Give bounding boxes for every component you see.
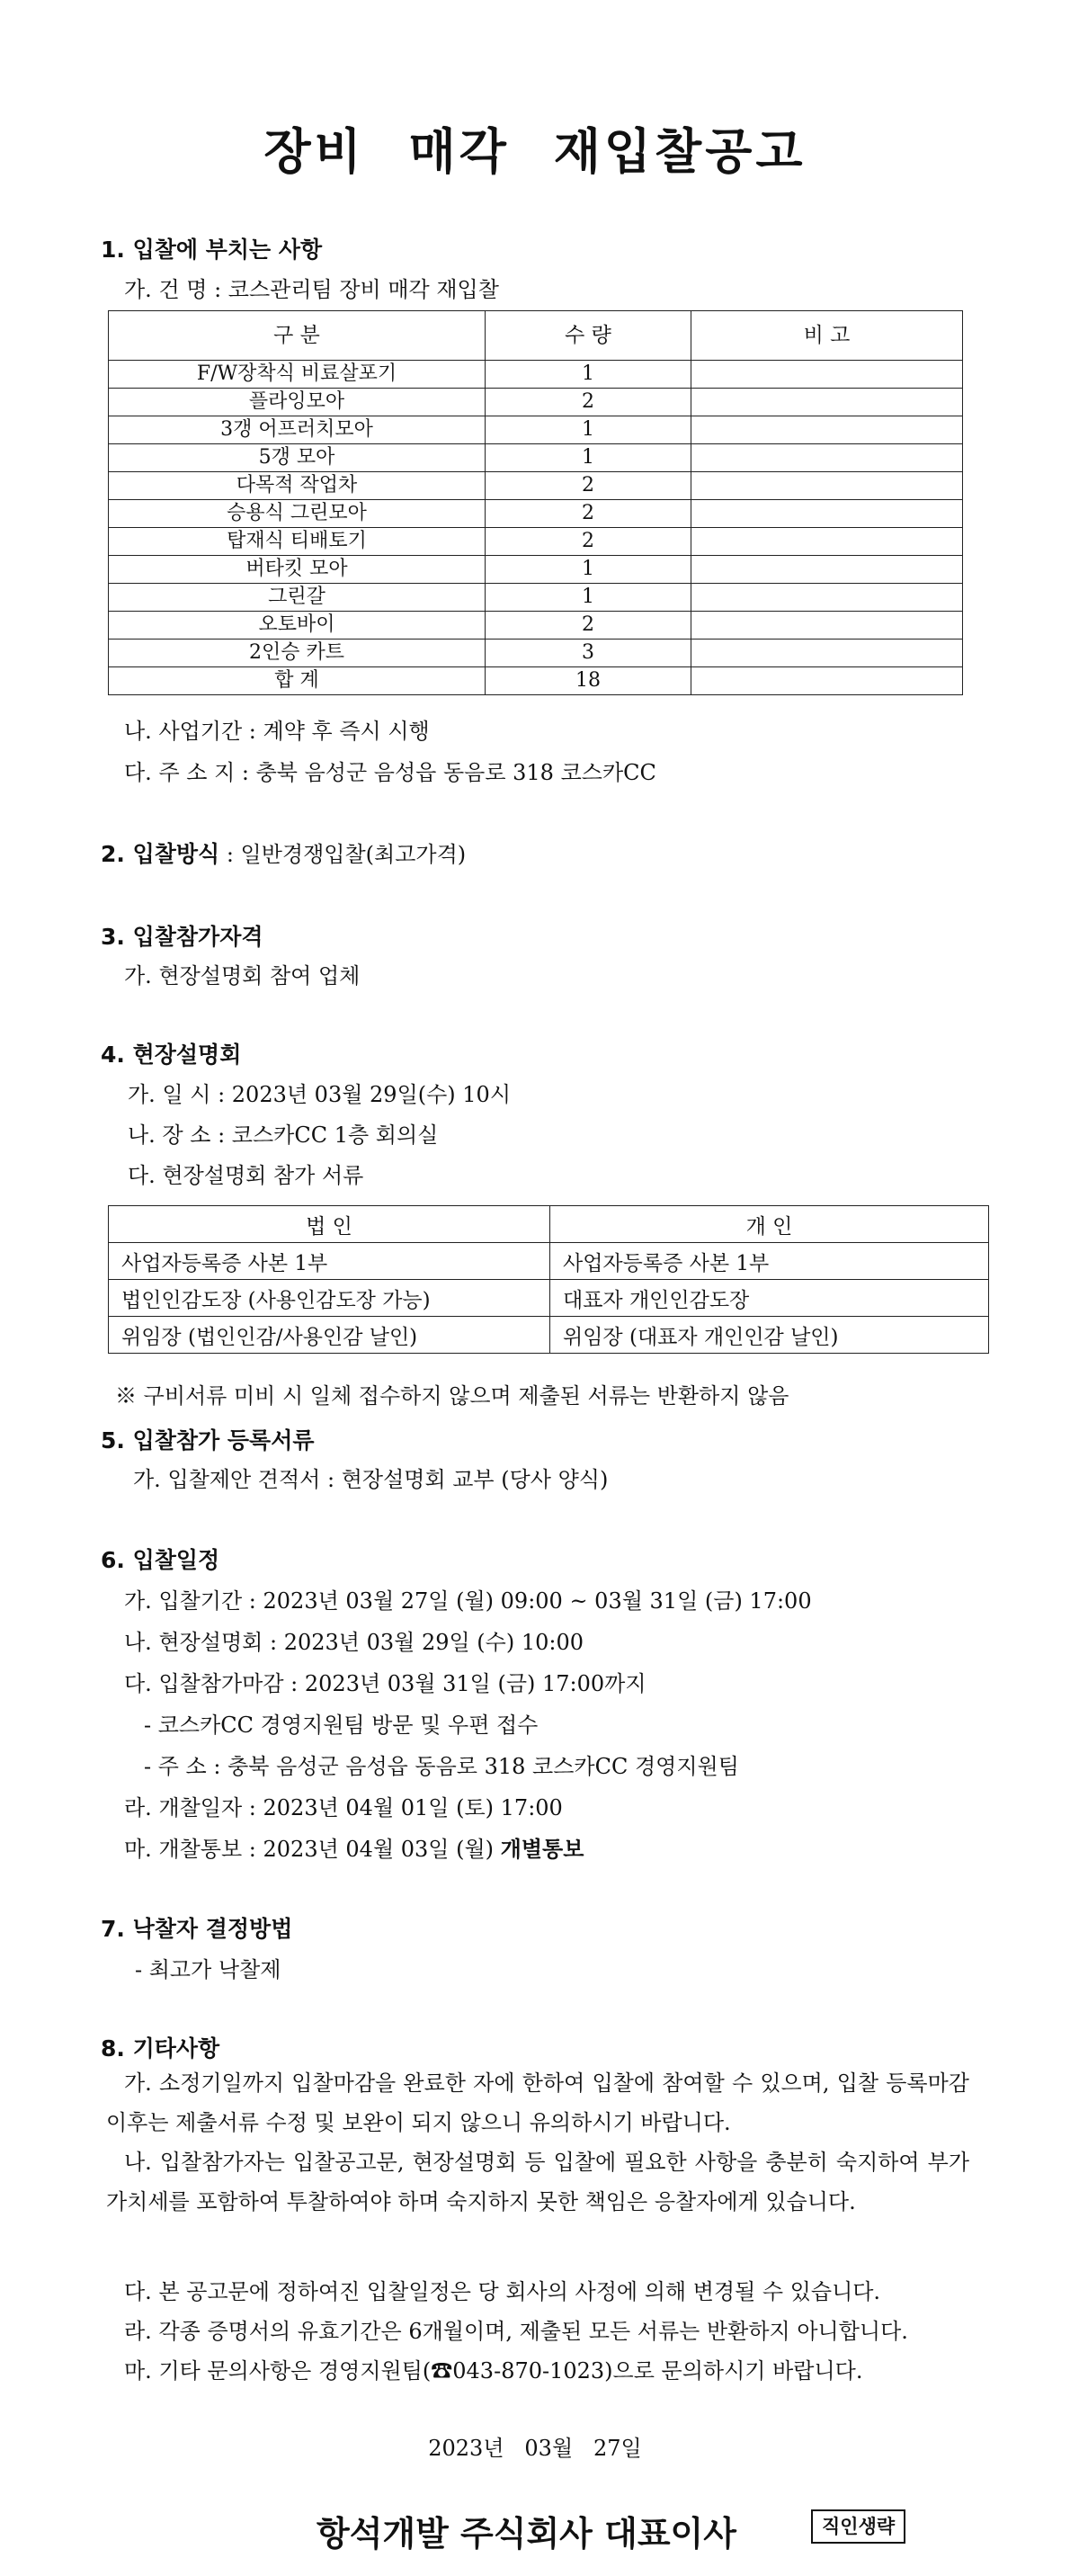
cell-item: F/W장착식 비료살포기 bbox=[109, 361, 486, 389]
table-row bbox=[109, 612, 963, 640]
s6-item-c2: - 주 소 : 충북 음성군 음성읍 동음로 318 코스카CC 경영지원팀 bbox=[144, 1754, 739, 1779]
section-1-heading: 1. 입찰에 부치는 사항 bbox=[101, 237, 323, 263]
s6-item-c: 다. 입찰참가마감 : 2023년 03월 31일 (금) 17:00까지 bbox=[124, 1671, 646, 1696]
cell-item: 플라잉모아 bbox=[109, 389, 486, 416]
cell-qty: 1 bbox=[486, 444, 691, 472]
cell-qty: 2 bbox=[486, 612, 691, 640]
section-7-heading: 7. 낙찰자 결정방법 bbox=[101, 1916, 293, 1942]
table-row bbox=[109, 640, 963, 667]
documents-table bbox=[108, 1205, 989, 1354]
cell-remark bbox=[691, 584, 963, 612]
cell-remark bbox=[691, 667, 963, 695]
cell-remark bbox=[691, 361, 963, 389]
cell-corporation: 사업자등록증 사본 1부 bbox=[109, 1243, 550, 1280]
cell-item: 2인승 카트 bbox=[109, 640, 486, 667]
cell-item: 5갱 모아 bbox=[109, 444, 486, 472]
cell-individual: 위임장 (대표자 개인인감 날인) bbox=[550, 1317, 989, 1354]
table-row bbox=[109, 472, 963, 500]
s1-item-b: 나. 사업기간 : 계약 후 즉시 시행 bbox=[124, 719, 430, 744]
cell-remark bbox=[691, 389, 963, 416]
cell-individual: 대표자 개인인감도장 bbox=[550, 1280, 989, 1317]
s4-item-c: 다. 현장설명회 참가 서류 bbox=[128, 1163, 364, 1188]
s7-item-a: - 최고가 낙찰제 bbox=[135, 1957, 281, 1982]
s6-item-d: 라. 개찰일자 : 2023년 04월 01일 (토) 17:00 bbox=[124, 1795, 563, 1820]
table-row bbox=[109, 1243, 989, 1280]
table-row bbox=[109, 528, 963, 556]
s4-note: ※ 구비서류 미비 시 일체 접수하지 않으며 제출된 서류는 반환하지 않음 bbox=[115, 1383, 789, 1409]
s4-item-a: 가. 일 시 : 2023년 03월 29일(수) 10시 bbox=[128, 1082, 512, 1107]
cell-remark bbox=[691, 472, 963, 500]
s6-item-b: 나. 현장설명회 : 2023년 03월 29일 (수) 10:00 bbox=[124, 1630, 584, 1655]
section-6-heading: 6. 입찰일정 bbox=[101, 1547, 220, 1573]
table-row bbox=[109, 1317, 989, 1354]
s8-para-3: 다. 본 공고문에 정하여진 입찰일정은 당 회사의 사정에 의해 변경될 수 있습니다. bbox=[124, 2279, 881, 2304]
equipment-table bbox=[108, 310, 963, 695]
table-row bbox=[109, 1280, 989, 1317]
table-row bbox=[109, 389, 963, 416]
section-8-heading: 8. 기타사항 bbox=[101, 2035, 220, 2062]
s1-item-c: 다. 주 소 지 : 충북 음성군 음성읍 동음로 318 코스카CC bbox=[124, 760, 656, 785]
s8-para-2: 나. 입찰참가자는 입찰공고문, 현장설명회 등 입찰에 필요한 사항을 충분히 숙지하여 부가가치세를 포함하여 투찰하여야 하며 숙지하지 못한 책임은 응찰자에게 있습니다. bbox=[106, 2150, 969, 2214]
cell-remark bbox=[691, 500, 963, 528]
s6-item-e-text: 마. 개찰통보 : 2023년 04월 03일 (월) bbox=[124, 1837, 501, 1862]
section-5-heading: 5. 입찰참가 등록서류 bbox=[101, 1427, 315, 1453]
cell-remark bbox=[691, 444, 963, 472]
cell-remark bbox=[691, 416, 963, 444]
s3-item-a: 가. 현장설명회 참여 업체 bbox=[124, 963, 361, 988]
s8-para-4: 라. 각종 증명서의 유효기간은 6개월이며, 제출된 모든 서류는 반환하지 아니합니다. bbox=[124, 2319, 908, 2344]
cell-qty: 2 bbox=[486, 500, 691, 528]
s6-item-c1: - 코스카CC 경영지원팀 방문 및 우편 접수 bbox=[144, 1713, 539, 1738]
s8-para-1: 가. 소정기일까지 입찰마감을 완료한 자에 한하여 입찰에 참여할 수 있으며, 입찰 등록마감 이후는 제출서류 수정 및 보완이 되지 않으니 유의하시기 바랍니다. bbox=[106, 2071, 969, 2135]
cell-qty: 18 bbox=[486, 667, 691, 695]
section-3-heading: 3. 입찰참가자격 bbox=[101, 924, 263, 950]
cell-corporation: 위임장 (법인인감/사용인감 날인) bbox=[109, 1317, 550, 1354]
col-header-remarks: 비 고 bbox=[691, 311, 963, 361]
cell-qty: 1 bbox=[486, 416, 691, 444]
col-header-category: 구 분 bbox=[109, 311, 486, 361]
s6-item-a: 가. 입찰기간 : 2023년 03월 27일 (월) 09:00 ~ 03월 31일 (금) 17:00 bbox=[124, 1588, 812, 1614]
s1-item-a: 가. 건 명 : 코스관리팀 장비 매각 재입찰 bbox=[124, 277, 499, 302]
table-header-row bbox=[109, 1206, 989, 1243]
cell-individual: 사업자등록증 사본 1부 bbox=[550, 1243, 989, 1280]
table-row bbox=[109, 416, 963, 444]
notice-date: 2023년 03월 27일 bbox=[428, 2436, 642, 2461]
cell-item: 합 계 bbox=[109, 667, 486, 695]
col-header-quantity: 수 량 bbox=[486, 311, 691, 361]
cell-item: 탑재식 티배토기 bbox=[109, 528, 486, 556]
section-2-heading bbox=[101, 836, 466, 869]
cell-qty: 1 bbox=[486, 584, 691, 612]
s5-item-a: 가. 입찰제안 견적서 : 현장설명회 교부 (당사 양식) bbox=[133, 1467, 609, 1492]
table-total-row bbox=[109, 667, 963, 695]
table-row bbox=[109, 500, 963, 528]
col-header-corporation: 법 인 bbox=[109, 1206, 550, 1243]
table-header-row bbox=[109, 311, 963, 361]
s6-item-e-emphasis: 개별통보 bbox=[500, 1837, 584, 1862]
cell-qty: 2 bbox=[486, 528, 691, 556]
cell-qty: 1 bbox=[486, 556, 691, 584]
s4-item-b: 나. 장 소 : 코스카CC 1층 회의실 bbox=[128, 1123, 439, 1148]
section-2-text: : 일반경쟁입찰(최고가격) bbox=[219, 842, 467, 867]
cell-qty: 3 bbox=[486, 640, 691, 667]
cell-item: 승용식 그린모아 bbox=[109, 500, 486, 528]
page-title: 장비 매각 재입찰공고 bbox=[263, 123, 807, 180]
cell-item: 그린갈 bbox=[109, 584, 486, 612]
cell-remark bbox=[691, 528, 963, 556]
col-header-individual: 개 인 bbox=[550, 1206, 989, 1243]
cell-qty: 2 bbox=[486, 472, 691, 500]
table-row bbox=[109, 584, 963, 612]
cell-remark bbox=[691, 640, 963, 667]
cell-item: 다목적 작업차 bbox=[109, 472, 486, 500]
cell-item: 3갱 어프러치모아 bbox=[109, 416, 486, 444]
table-row bbox=[109, 444, 963, 472]
cell-qty: 1 bbox=[486, 361, 691, 389]
cell-remark bbox=[691, 556, 963, 584]
cell-item: 버타킷 모아 bbox=[109, 556, 486, 584]
s6-item-e bbox=[124, 1831, 584, 1863]
cell-qty: 2 bbox=[486, 389, 691, 416]
cell-remark bbox=[691, 612, 963, 640]
section-2-title: 2. 입찰방식 bbox=[101, 841, 220, 867]
section-4-heading: 4. 현장설명회 bbox=[101, 1042, 242, 1068]
cell-corporation: 법인인감도장 (사용인감도장 가능) bbox=[109, 1280, 550, 1317]
cell-item: 오토바이 bbox=[109, 612, 486, 640]
seal-omitted-box: 직인생략 bbox=[811, 2509, 905, 2544]
table-row bbox=[109, 361, 963, 389]
s8-para-5: 마. 기타 문의사항은 경영지원팀(☎043-870-1023)으로 문의하시기 바랍니다. bbox=[124, 2358, 863, 2384]
table-row bbox=[109, 556, 963, 584]
company-signature: 항석개발 주식회사 대표이사 bbox=[317, 2514, 736, 2554]
